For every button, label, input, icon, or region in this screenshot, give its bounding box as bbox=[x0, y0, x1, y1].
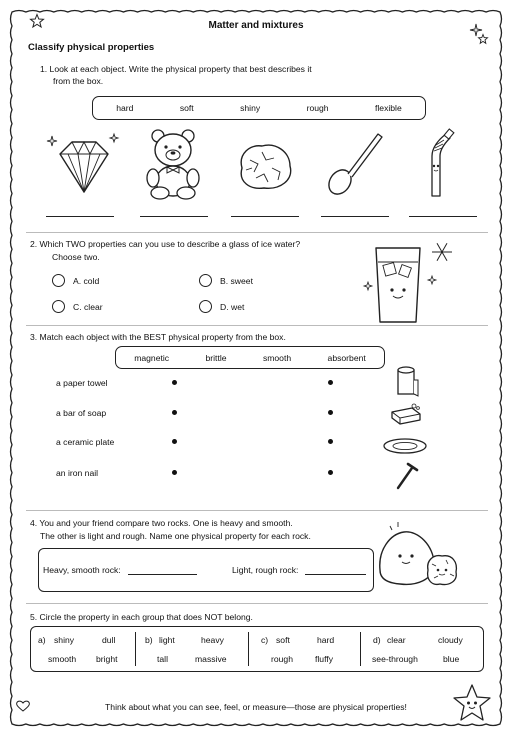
option-b-label: B. sweet bbox=[220, 276, 253, 286]
spoon-icon bbox=[326, 128, 386, 198]
match-item-paper-towel: a paper towel bbox=[56, 378, 108, 388]
q2-prompt-line1: 2. Which TWO properties can you use to describe a glass of ice water? bbox=[30, 239, 301, 249]
footer-tip: Think about what you can see, feel, or measure—those are physical properties! bbox=[105, 702, 407, 712]
q1-answer-line-2[interactable] bbox=[140, 216, 208, 217]
word-bank-item: magnetic bbox=[134, 352, 170, 363]
option-c-radio[interactable] bbox=[52, 300, 65, 313]
group-d-word[interactable]: cloudy bbox=[438, 635, 463, 645]
group-a-word[interactable]: smooth bbox=[48, 654, 77, 664]
group-a-word[interactable]: dull bbox=[102, 635, 116, 645]
match-dot-left[interactable] bbox=[172, 439, 177, 444]
group-b-word[interactable]: light bbox=[159, 635, 175, 645]
group-b-label: b) bbox=[145, 635, 153, 645]
match-dot-right[interactable] bbox=[328, 410, 333, 415]
word-bank-item: hard bbox=[116, 103, 134, 113]
group-c-word[interactable]: hard bbox=[317, 635, 335, 645]
q1-answer-line-3[interactable] bbox=[231, 216, 299, 217]
word-bank-item: soft bbox=[179, 103, 194, 113]
group-divider bbox=[248, 632, 249, 666]
word-bank-item: smooth bbox=[262, 352, 292, 363]
q1-prompt-line2: from the box. bbox=[53, 76, 104, 86]
q1-answer-line-5[interactable] bbox=[409, 216, 477, 217]
group-b-word[interactable]: tall bbox=[157, 654, 168, 664]
ice-water-glass-icon bbox=[360, 238, 460, 328]
section-heading: Classify physical properties bbox=[28, 42, 155, 53]
word-bank-item: brittle bbox=[205, 352, 227, 363]
match-dot-right[interactable] bbox=[328, 380, 333, 385]
match-item-nail: an iron nail bbox=[56, 468, 99, 478]
option-a-radio[interactable] bbox=[52, 274, 65, 287]
q5-groups-box bbox=[30, 626, 484, 672]
match-dot-left[interactable] bbox=[172, 380, 177, 385]
q4-label-light-rock: Light, rough rock: bbox=[232, 565, 299, 575]
group-b-word[interactable]: massive bbox=[195, 654, 227, 664]
worksheet-title: Matter and mixtures bbox=[208, 20, 304, 31]
q3-prompt: 3. Match each object with the BEST physical property from the box. bbox=[30, 332, 286, 342]
option-d-radio[interactable] bbox=[199, 300, 212, 313]
q1-answer-line-4[interactable] bbox=[321, 216, 389, 217]
group-c-label: c) bbox=[261, 635, 269, 645]
paper-towel-roll-icon bbox=[392, 366, 422, 398]
group-a-word[interactable]: shiny bbox=[54, 635, 75, 645]
two-rocks-icon bbox=[376, 520, 486, 592]
word-bank-item: rough bbox=[306, 103, 329, 113]
section-divider bbox=[26, 232, 488, 233]
q4-answer-line-light[interactable] bbox=[305, 574, 366, 575]
iron-nail-icon bbox=[392, 460, 422, 492]
group-c-word[interactable]: rough bbox=[271, 654, 293, 664]
match-item-soap: a bar of soap bbox=[56, 408, 107, 418]
diamond-icon bbox=[46, 130, 122, 200]
word-bank-item: shiny bbox=[240, 103, 261, 113]
q4-prompt-line2: The other is light and rough. Name one physical property for each rock. bbox=[40, 531, 311, 541]
q2-prompt-line2: Choose two. bbox=[52, 252, 100, 262]
group-d-label: d) bbox=[373, 635, 381, 645]
bendy-straw-icon bbox=[420, 126, 460, 200]
q4-prompt-line1: 4. You and your friend compare two rocks. One is heavy and smooth. bbox=[30, 518, 293, 528]
group-d-word[interactable]: blue bbox=[443, 654, 460, 664]
group-a-label: a) bbox=[38, 635, 46, 645]
star-small-icon bbox=[478, 34, 488, 44]
option-c-label: C. clear bbox=[73, 302, 103, 312]
q5-prompt: 5. Circle the property in each group that does NOT belong. bbox=[30, 612, 253, 622]
q1-answer-line-1[interactable] bbox=[46, 216, 114, 217]
q4-answer-line-heavy[interactable] bbox=[128, 574, 197, 575]
soap-bar-icon bbox=[388, 402, 424, 426]
section-divider bbox=[26, 325, 488, 326]
ceramic-plate-icon bbox=[382, 436, 428, 456]
word-bank-item: flexible bbox=[375, 103, 402, 113]
group-c-word[interactable]: fluffy bbox=[315, 654, 333, 664]
option-b-radio[interactable] bbox=[199, 274, 212, 287]
match-dot-left[interactable] bbox=[172, 410, 177, 415]
group-c-word[interactable]: soft bbox=[276, 635, 290, 645]
teddy-bear-icon bbox=[140, 126, 206, 200]
group-a-word[interactable]: bright bbox=[96, 654, 118, 664]
crumpled-paper-icon bbox=[232, 138, 296, 194]
q1-prompt-line1: 1. Look at each object. Write the physical property that best describes it bbox=[40, 64, 312, 74]
group-b-word[interactable]: heavy bbox=[201, 635, 224, 645]
q3-word-bank bbox=[115, 346, 385, 369]
group-d-word[interactable]: clear bbox=[387, 635, 406, 645]
group-divider bbox=[135, 632, 136, 666]
q4-label-heavy-rock: Heavy, smooth rock: bbox=[43, 565, 121, 575]
match-dot-right[interactable] bbox=[328, 439, 333, 444]
word-bank-item: absorbent bbox=[327, 352, 366, 363]
section-divider bbox=[26, 510, 488, 511]
match-item-plate: a ceramic plate bbox=[56, 437, 115, 447]
q1-word-bank bbox=[92, 96, 426, 120]
match-dot-left[interactable] bbox=[172, 470, 177, 475]
option-a-label: A. cold bbox=[73, 276, 100, 286]
group-divider bbox=[360, 632, 361, 666]
option-d-label: D. wet bbox=[220, 302, 245, 312]
match-dot-right[interactable] bbox=[328, 470, 333, 475]
section-divider bbox=[26, 603, 488, 604]
group-d-word[interactable]: see-through bbox=[372, 654, 418, 664]
